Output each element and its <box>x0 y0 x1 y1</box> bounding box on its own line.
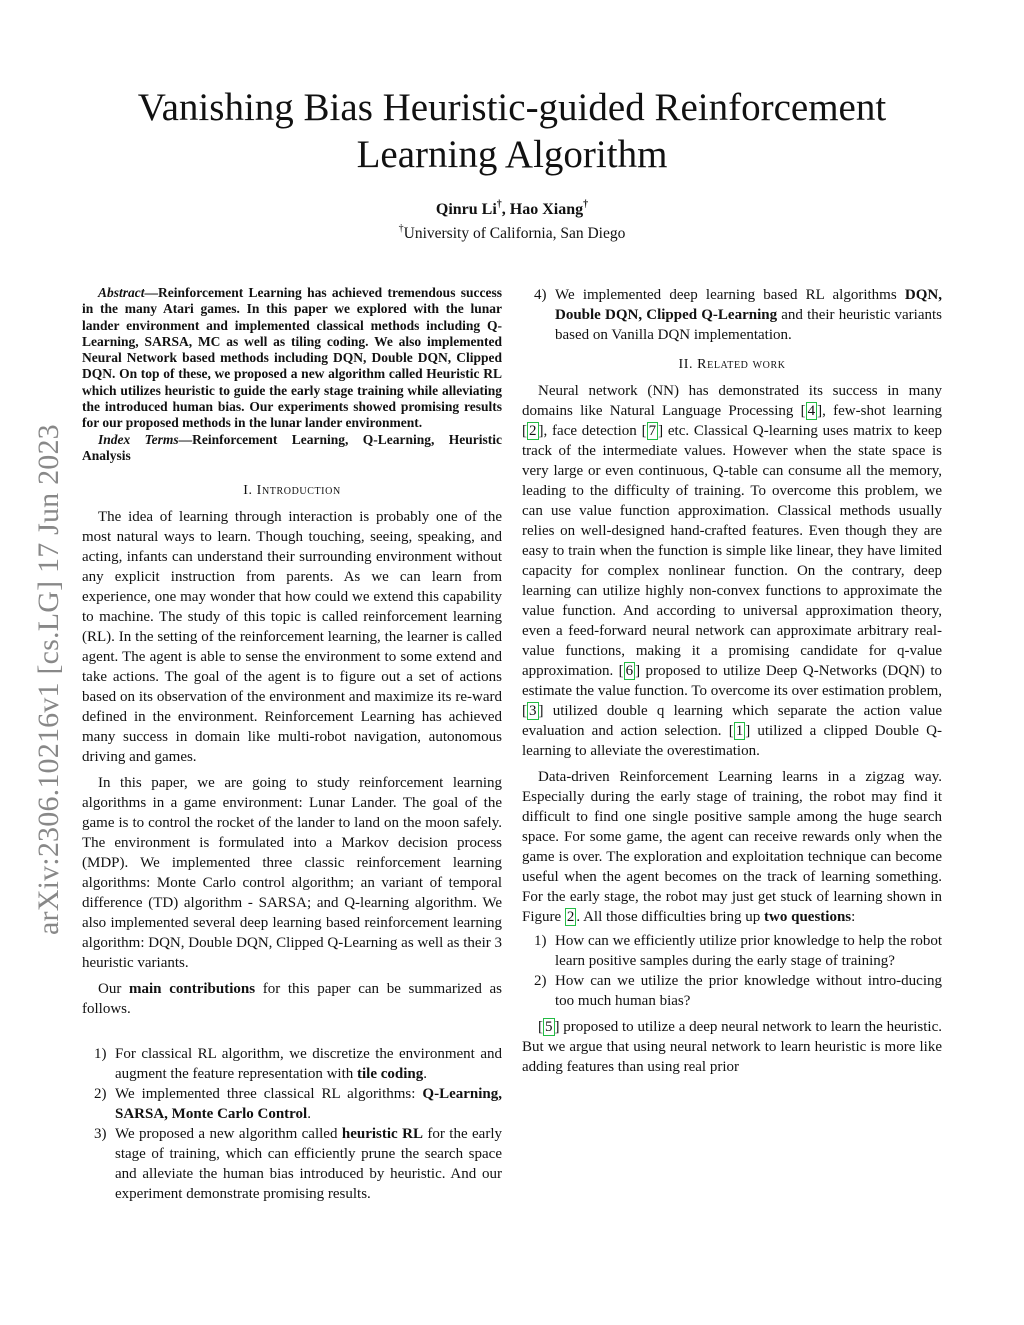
related-bold: two questions <box>764 909 852 925</box>
index-terms-label: Index Terms <box>98 431 179 447</box>
list-number: 1) <box>534 933 547 949</box>
title-line-1: Vanishing Bias Heuristic-guided Reinforcement <box>137 86 887 129</box>
list-number: 1) <box>94 1046 107 1063</box>
related-text: etc. Classical Q-learning uses matrix to keep track of the intermediate values. However when the state space is very large or even continuous, Q-table can consume all the memory, leading to the difficulty of training. To overcome this problem, we can use value function approximation. Classical methods usually relies on well-designed hand-crafted features. Even though they are easy to train when the function is simple like linear, they have limited capacity for complex nonlinear function. On the contrary, deep learning can utilize highly non-convex functions to approximate the value function. And according to universal approximation theory, even a feed-forward neural network can approximate arbitrary real-value functions, making it a promising candidate for q-value approximation. <box>522 423 942 679</box>
arxiv-stamp: arXiv:2306.10216v1 [cs.LG] 17 Jun 2023 <box>32 424 65 935</box>
list-text: and their heuristic variants based on Vanilla DQN implementation. <box>555 307 942 343</box>
citation-link[interactable]: 3 <box>529 703 537 719</box>
affiliation <box>0 225 1024 243</box>
list-text: . <box>307 1106 311 1123</box>
dagger-mark: † <box>398 223 404 234</box>
paper-title <box>0 84 1024 178</box>
related-text: utilized a clipped Double Q-learning to alleviate the overestimation. <box>522 723 942 759</box>
right-column <box>522 285 942 1077</box>
left-column <box>82 285 502 1204</box>
citation-link[interactable]: 2 <box>529 423 537 439</box>
related-text: proposed to utilize Deep Q-Networks (DQN) to estimate the value function. To overcome its over estimation problem, <box>522 663 942 699</box>
dagger-mark: † <box>583 199 589 210</box>
list-text: How can we utilize the prior knowledge without intro-ducing too much human bias? <box>555 973 942 1009</box>
related-text: Data-driven Reinforcement Learning learns in a zigzag way. Especially during the early stage of training, the robot may find it difficult to find one single positive sample among the huge search space. For some game, the agent can receive rewards only when the game is over. The exploration and exploitation technique can become useful when the agent becomes on the track of learning something. For the early stage, the robot may just get stuck of learning shown in Figure <box>522 769 942 925</box>
list-number: 2) <box>534 973 547 989</box>
author-1: Qinru Li <box>435 201 497 218</box>
list-item <box>522 285 942 345</box>
list-bold: tile coding <box>357 1066 424 1083</box>
contributions-list <box>82 1044 502 1204</box>
index-terms-text: —Reinforcement Learning, Q-Learning, Heuristic Analysis <box>82 431 502 463</box>
related-text: utilized double q learning which separate the action value evaluation and action selection. <box>522 703 942 739</box>
citation-link[interactable]: 1 <box>735 723 744 739</box>
list-item <box>522 971 942 1011</box>
author-separator: , <box>501 201 510 218</box>
contrib-intro-bold: main contributions <box>129 981 256 998</box>
intro-paragraph-3 <box>82 979 502 1019</box>
list-item <box>82 1044 502 1084</box>
list-bold: heuristic RL <box>341 1126 423 1143</box>
list-number: 2) <box>94 1086 107 1103</box>
figure-link[interactable]: 2 <box>566 909 575 925</box>
related-text: Neural network (NN) has demonstrated its success in many domains like Natural Language Processing <box>522 383 942 419</box>
list-item <box>522 931 942 971</box>
abstract-label: Abstract <box>98 285 145 300</box>
list-text: We implemented deep learning based RL algorithms <box>555 287 905 303</box>
title-line-2: Learning Algorithm <box>356 133 668 176</box>
intro-paragraph-1: The idea of learning through interaction is probably one of the most natural ways to learn. Though touching, seeing, speaking, and acting, infants can understand their surrounding environment without any explicit instruction from parents. As we can learn from experience, one may wonder that how could we extend this capability to machine. The study of this topic is called reinforcement learning (RL). In the setting of the reinforcement learning, the learner is called agent. The agent is able to sense the environment to some extend and take actions. The goal of the agent is to figure out a set of actions based on its observation of the environment and maximize its re-ward defined in the environment. Reinforcement Learning has achieved many success in domain like multi-robot navigation, autonomous driving and games. <box>82 509 502 766</box>
dagger-mark: † <box>496 199 502 210</box>
related-text: , face detection <box>543 423 642 439</box>
list-item <box>82 1084 502 1124</box>
list-text: We proposed a new algorithm called <box>115 1126 342 1143</box>
list-bold: DQN, Double DQN, Clipped Q-Learning <box>555 287 942 323</box>
list-text: For classical RL algorithm, we discretize the environment and augment the feature representation with <box>115 1046 502 1083</box>
questions-list <box>522 931 942 1011</box>
list-text: . <box>423 1066 427 1083</box>
contrib-intro-after: for this paper can be summarized as follows. <box>82 981 503 1018</box>
related-text: proposed to utilize a deep neural network to learn the heuristic. But we argue that using neural network to learn heuristic is more like adding features than using real prior <box>522 1019 942 1075</box>
citation-link[interactable]: 7 <box>648 423 657 439</box>
list-number: 4) <box>534 287 547 303</box>
affiliation-text: University of California, San Diego <box>403 225 626 242</box>
citation-link[interactable]: 4 <box>807 403 816 419</box>
list-text: How can we efficiently utilize prior knowledge to help the robot learn positive samples during the early stage of training? <box>555 933 942 969</box>
related-text: , few-shot learning <box>822 403 942 419</box>
related-text: . All those difficulties bring up <box>576 909 765 925</box>
author-list <box>0 201 1024 219</box>
citation-link[interactable]: 6 <box>625 663 634 679</box>
related-paragraph-1: Neural network (NN) has demonstrated its success in many domains like Natural Language Processing [ 4 ], few-shot learning [ 2 ], face detection [ 7 ] etc. Classical Q-learning uses matrix to keep track of the intermediate values. However when the state space is very large or even continuous, Q-table can consume all the memory, leading to the difficulty of training. To overcome this problem, we can use value function approximation. Classical methods usually relies on well-designed hand-crafted features. Even though they are easy to train when the function is simple like linear, they have limited capacity for complex nonlinear function. On the contrary, deep learning can utilize highly non-convex functions to approximate the value function. And according to universal approximation theory, even a feed-forward neural network can approximate arbitrary real-value functions, making it a promising candidate for q-value approximation. [ 6 ] proposed to utilize Deep Q-Networks (DQN) to estimate the value function. To overcome its over estimation problem, [ 3 ] utilized double q learning which separate the action value evaluation and action selection. [ 1 ] utilized a clipped Double Q-learning to alleviate the overestimation. <box>522 383 942 759</box>
list-text: We implemented three classical RL algorithms: <box>115 1086 423 1103</box>
intro-paragraph-2: In this paper, we are going to study reinforcement learning algorithms in a game environment: Lunar Lander. The goal of the game is to control the rocket of the lander to land on the moon safely. The environment is formulated into a Markov decision process (MDP). We implemented three classic reinforcement learning algorithms: Monte Carlo control algorithm; an variant of temporal difference (TD) algorithm - SARSA; and Q-learning algorithm. We also implemented several deep learning based reinforcement learning algorithm: DQN, Double DQN, Clipped Q-Learning as well as their 3 heuristic variants. <box>82 775 502 972</box>
abstract-text: —Reinforcement Learning has achieved tremendous success in the many Atari games. In this paper we explored with the lunar lander environment and implemented classical methods including Q-Learning, SARSA, MC as well as tiling coding. We also implemented Neural Network based methods including DQN, Double DQN, Clipped DQN. On top of these, we proposed a new algorithm called Heuristic RL which utilizes heuristic to guide the early stage training while alleviating the introduced human bias. Our experiments showed promising results for our proposed methods in the lunar lander environment. <box>82 285 502 431</box>
index-terms <box>82 432 502 465</box>
list-item <box>82 1124 502 1204</box>
related-text: : <box>851 909 856 925</box>
related-paragraph-3: [ 5 ] proposed to utilize a deep neural network to learn the heuristic. But we argue that using neural network to learn heuristic is more like adding features than using real prior <box>522 1019 942 1075</box>
citation-link[interactable]: 5 <box>545 1019 553 1035</box>
related-paragraph-2 <box>522 767 942 927</box>
list-text: for the early stage of training, which can efficiently prune the search space and alleviate the human bias introduced by heuristic. And our experiment demonstrate promising results. <box>115 1126 502 1203</box>
section-heading-related-work: II. Related work <box>678 357 786 372</box>
abstract <box>82 285 502 432</box>
list-number: 3) <box>94 1126 107 1143</box>
section-heading-introduction: I. Introduction <box>243 483 341 499</box>
contributions-list-continued <box>522 285 942 345</box>
author-2: Hao Xiang <box>509 201 584 218</box>
contrib-intro-before: Our <box>98 981 130 998</box>
list-bold: Q-Learning, SARSA, Monte Carlo Control <box>115 1086 502 1123</box>
